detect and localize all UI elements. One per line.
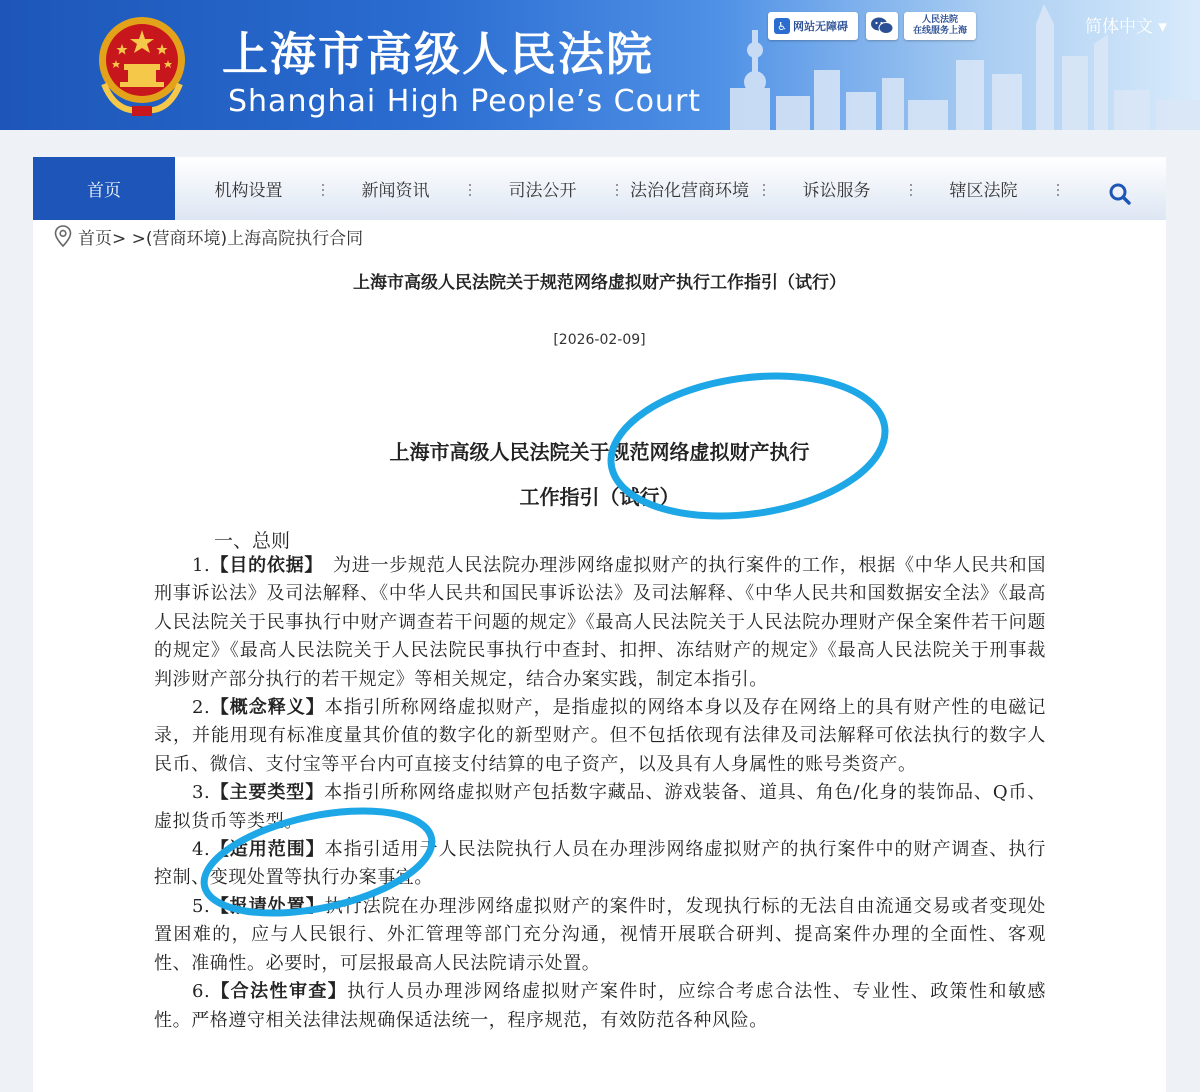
wechat-button[interactable] xyxy=(866,12,898,40)
paragraph: 1.【目的依据】 为进一步规范人民法院办理涉网络虚拟财产的执行案件的工作，根据《中华人民共和国刑事诉讼法》及司法解释、《中华人民共和国民事诉讼法》及司法解释、《中华人民共和国数据安全法》《最高人民法院关于民事执行中财产调查若干问题的规定》《最高人民法院关于人民法院办理财产保全案件若干问题的规定》《最高人民法院关于人民法院民事执行中查封、扣押、冻结财产的规定》《最高人民法院关于刑事裁判涉财产部分执行的若干规定》等相关规定，结合办案实践，制定本指引。 xyxy=(154,555,1046,690)
online-service-line1: 人民法院 xyxy=(921,15,958,25)
paragraph: 6.【合法性审查】执行人员办理涉网络虚拟财产案件时，应综合考虑合法性、专业性、政策性和敏感性。严格遵守相关法律法规确保适法统一，程序规范，有效防范各种风险。 xyxy=(154,981,1046,1031)
nav-item-litigation-services[interactable]: 诉讼服务 xyxy=(763,157,910,220)
section-heading: 一、总则 xyxy=(214,530,291,552)
nav-item-business-environment[interactable]: 法治化营商环境 xyxy=(616,157,763,220)
accessibility-button[interactable] xyxy=(768,12,858,40)
article-body xyxy=(154,552,1046,1035)
breadcrumb-text[interactable]: 首页> >(营商环境)上海高院执行合同 xyxy=(78,228,364,249)
breadcrumb xyxy=(54,224,363,248)
national-emblem-logo xyxy=(96,14,188,118)
page-title: 上海市高级人民法院关于规范网络虚拟财产执行工作指引（试行） xyxy=(353,273,846,293)
search-icon[interactable] xyxy=(1107,181,1133,207)
paragraph: 3.【主要类型】本指引所称网络虚拟财产包括数字藏品、游戏装备、道具、角色/化身的装饰品、Q币、虚拟货币等类型。 xyxy=(154,782,1046,832)
main-navigation xyxy=(33,157,1166,220)
article-heading-line2: 工作指引（试行） xyxy=(519,485,680,509)
wechat-icon xyxy=(871,17,893,35)
language-selector[interactable]: 简体中文 ▾ xyxy=(1085,17,1167,37)
wheelchair-icon: ♿ xyxy=(774,18,790,34)
accessibility-label: 网站无障碍 xyxy=(793,20,848,33)
nav-item-district-courts[interactable]: 辖区法院 xyxy=(910,157,1057,220)
nav-item-organization[interactable]: 机构设置 xyxy=(175,157,322,220)
court-name-english: Shanghai High People’s Court xyxy=(228,84,702,119)
site-banner xyxy=(0,0,1200,130)
online-service-button[interactable] xyxy=(904,12,976,40)
nav-item-news[interactable]: 新闻资讯 xyxy=(322,157,469,220)
online-service-line2: 在线服务上海 xyxy=(912,26,967,36)
paragraph: 2.【概念释义】本指引所称网络虚拟财产，是指虚拟的网络本身以及存在网络上的具有财产性的电磁记录，并能用现有标准度量其价值的数字化的新型财产。但不包括依现有法律及司法解释可依法执行的数字人民币、微信、支付宝等平台内可直接支付结算的电子资产，以及具有人身属性的账号类资产。 xyxy=(154,697,1046,775)
nav-item-judicial-openness[interactable]: 司法公开 xyxy=(469,157,616,220)
paragraph: 5.【报请处置】执行法院在办理涉网络虚拟财产的案件时，发现执行标的无法自由流通交易或者变现处置困难的，应与人民银行、外汇管理等部门充分沟通，视情开展联合研判、提高案件办理的全面性、客观性、准确性。必要时，可层报最高人民法院请示处置。 xyxy=(154,895,1046,974)
court-name-chinese: 上海市高级人民法院 xyxy=(222,27,654,81)
publish-date: [2026-02-09] xyxy=(553,332,646,348)
location-pin-icon xyxy=(54,225,72,247)
article-heading-line1: 上海市高级人民法院关于规范网络虚拟财产执行 xyxy=(389,440,810,464)
nav-item-home[interactable]: 首页 xyxy=(33,157,175,220)
paragraph: 4.【适用范围】本指引适用于人民法院执行人员在办理涉网络虚拟财产的执行案件中的财产调查、执行控制、变现处置等执行办案事宜。 xyxy=(154,839,1046,889)
nav-divider xyxy=(1057,184,1059,196)
